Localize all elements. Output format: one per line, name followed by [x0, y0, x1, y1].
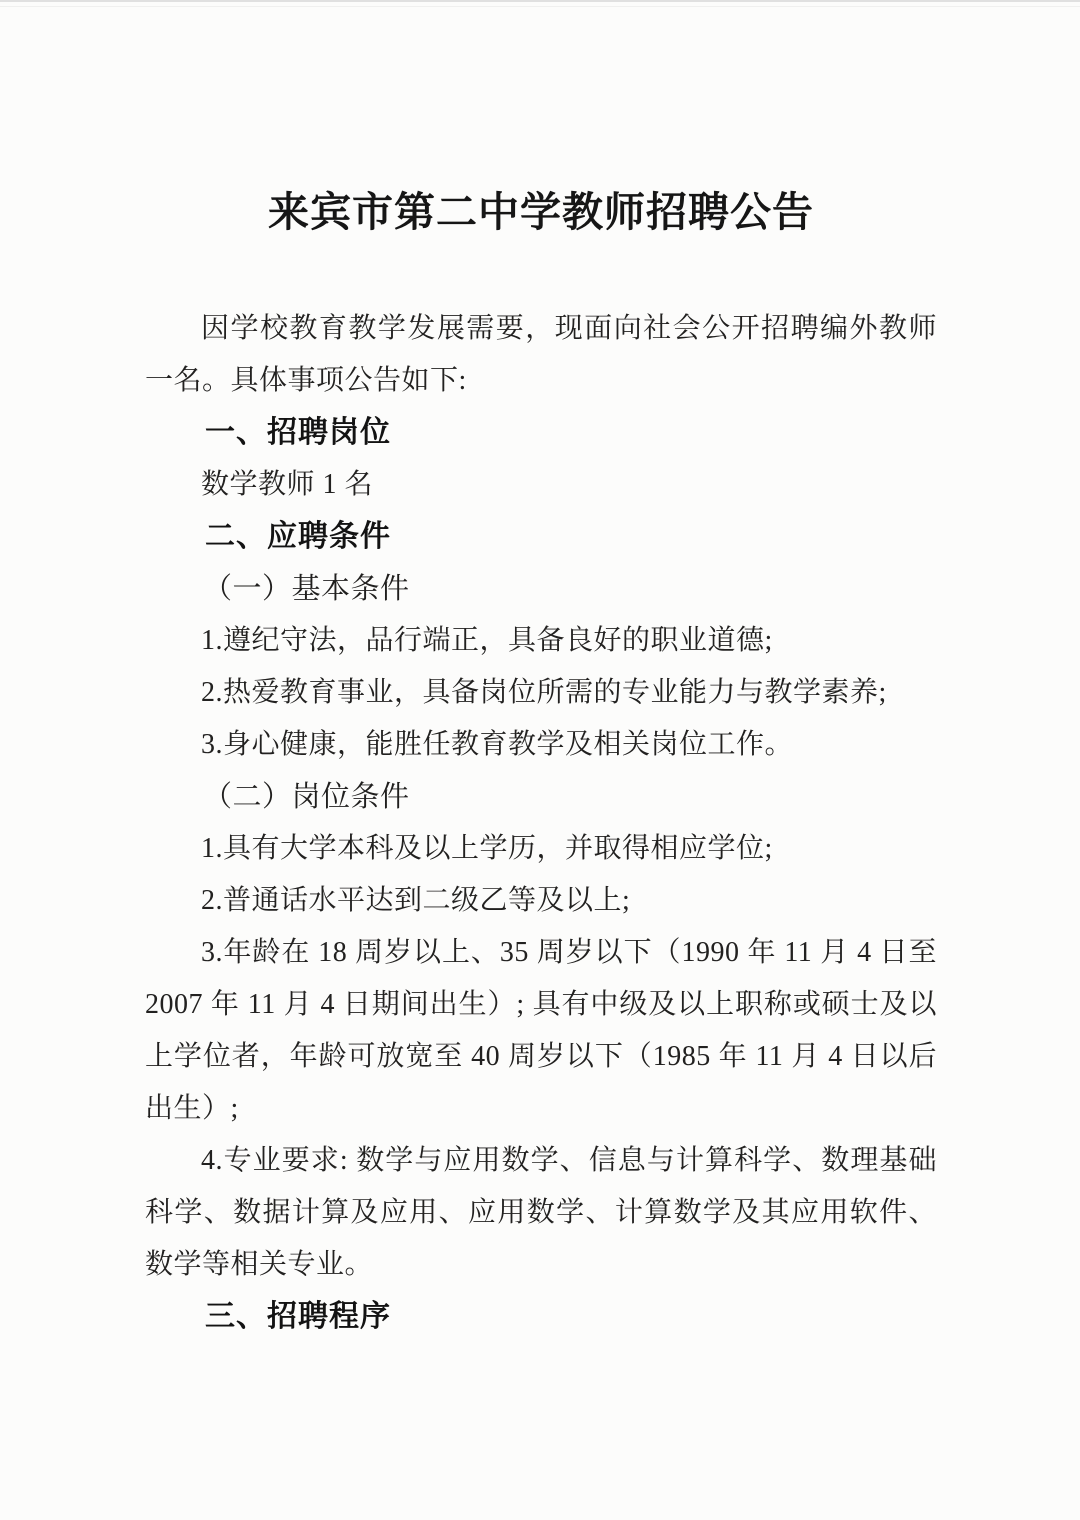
paragraph: 1.遵纪守法，品行端正，具备良好的职业道德;	[201, 625, 773, 656]
section-heading: 一、招聘岗位	[205, 416, 391, 449]
page-top-edge-line	[0, 0, 1080, 2]
section-heading: 二、应聘条件	[205, 520, 391, 553]
subsection-heading: （二）岗位条件	[203, 781, 410, 813]
paragraph: 2.热爱教育事业，具备岗位所需的专业能力与教学素养;	[201, 677, 887, 708]
page-top-edge-shadow	[0, 6, 1080, 7]
paragraph: 3.身心健康，能胜任教育教学及相关岗位工作。	[201, 729, 794, 760]
paragraph: 3.年龄在 18 周岁以上、35 周岁以下（1990 年 11 月 4 日至 2007 年 11 月 4 日期间出生）; 具有中级及以上职称或硕士及以上学位者，年龄可放宽至 40 周岁以下（1985 年 11 月 4 日以后出生）;	[145, 937, 937, 1124]
section-heading: 三、招聘程序	[205, 1300, 391, 1333]
paragraph: 数学教师 1 名	[201, 469, 374, 500]
paragraph: 2.普通话水平达到二级乙等及以上;	[201, 885, 631, 916]
document-content	[145, 183, 937, 1343]
document-body	[145, 303, 937, 1343]
subsection-heading: （一）基本条件	[203, 573, 410, 605]
paragraph: 4.专业要求: 数学与应用数学、信息与计算科学、数理基础科学、数据计算及应用、应用数学、计算数学及其应用软件、数学等相关专业。	[145, 1145, 937, 1280]
document-title: 来宾市第二中学教师招聘公告	[268, 189, 814, 235]
paragraph: 1.具有大学本科及以上学历，并取得相应学位;	[201, 833, 773, 864]
paragraph: 因学校教育教学发展需要，现面向社会公开招聘编外教师一名。具体事项公告如下:	[145, 313, 937, 396]
